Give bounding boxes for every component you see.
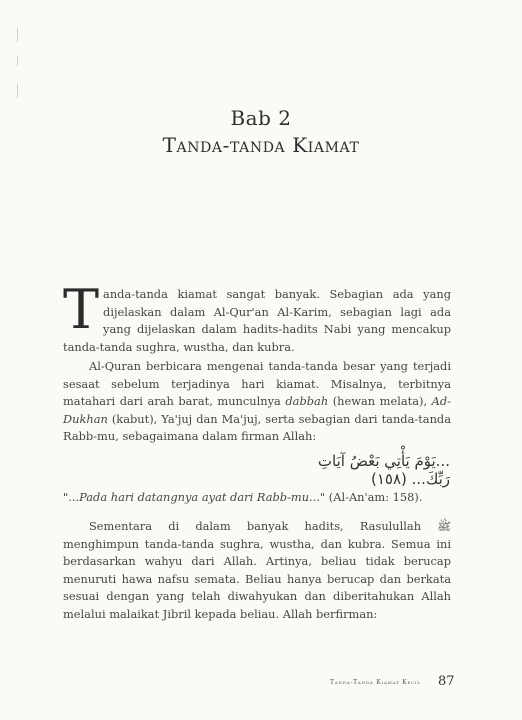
drop-cap: T xyxy=(63,278,100,341)
translation-quote: "...Pada hari datangnya ayat dari Rabb-mu..." xyxy=(63,490,326,504)
running-title: Tanda-Tanda Kiamat Kecil xyxy=(330,679,421,686)
chapter-label: Bab 2 xyxy=(230,106,292,130)
paragraph-2 xyxy=(63,358,451,446)
paragraph-3-text-a: Sementara di dalam banyak hadits, Rasulullah xyxy=(89,519,438,533)
paragraph-3-text-b: menghimpun tanda-tanda sughra, wustha, dan kubra. Semua ini berdasarkan wahyu dari Allah. Artinya, beliau tidak berucap menuruti hawa nafsu semata. Beliau hanya berucap dan berkata sesuai dengan yang telah diwahyukan dan diberitahukan Allah melalui malaikat Jibril kepada beliau. Allah berfirman: xyxy=(63,536,451,621)
paragraph-2-text-b: (hewan melata), xyxy=(328,394,432,408)
paragraph-1-text: anda-tanda kiamat sangat banyak. Sebagian ada yang dijelaskan dalam Al-Qur'an Al-Karim, sebagian lagi ada yang dijelaskan dalam hadits-hadits Nabi yang mencakup tanda-tanda sughra, wustha, dan kubra. xyxy=(63,287,451,354)
margin-mark xyxy=(17,84,18,98)
paragraph-2-text-c: (kabut), Ya'juj dan Ma'juj, serta sebagian dari tanda-tanda Rabb-mu, sebagaimana dalam firman Allah: xyxy=(63,411,451,443)
term-ad-dukhan: Ad-Dukhan xyxy=(63,394,451,426)
translation-reference: (Al-An'am: 158). xyxy=(325,490,423,504)
chapter-title: Tanda-tanda Kiamat xyxy=(162,133,360,157)
verse-translation xyxy=(63,489,451,507)
page-number: 87 xyxy=(438,674,455,689)
paragraph-1 xyxy=(63,278,451,356)
paragraph-3 xyxy=(63,518,451,623)
margin-mark xyxy=(17,56,18,66)
arabic-verse: ...يَوْمَ يَأْتِي بَعْضُ آيَاتِ رَبِّكَ... (١٥٨) xyxy=(317,452,450,488)
salawat-symbol: ﷺ xyxy=(437,519,451,533)
margin-mark xyxy=(17,28,18,42)
paragraph-2-text-a: Al-Quran berbicara mengenai tanda-tanda besar yang terjadi sesaat sebelum terjadinya hari kiamat. Misalnya, terbitnya matahari dari arah barat, munculnya xyxy=(63,359,451,408)
term-dabbah: dabbah xyxy=(285,394,329,408)
